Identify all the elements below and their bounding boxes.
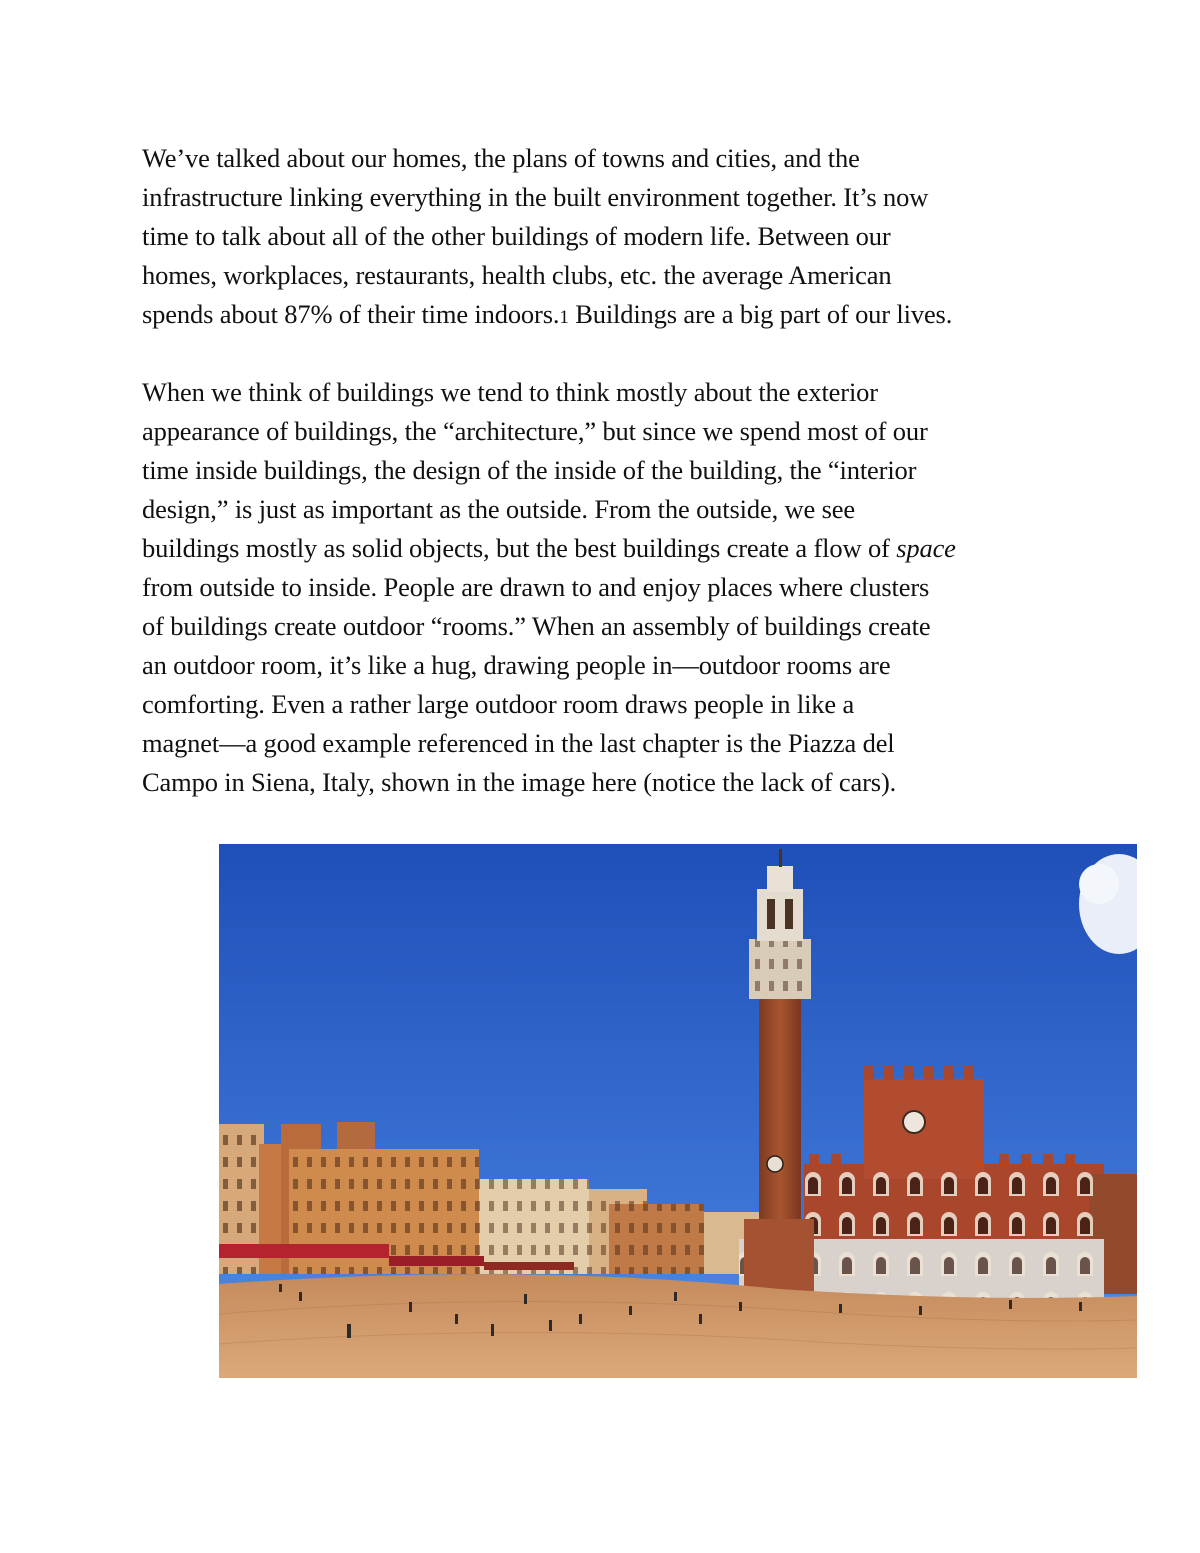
piazza-del-campo-photo (219, 844, 1137, 1378)
emphasized-word: space (896, 533, 956, 563)
text-fragment: Buildings are a big part of our lives. (568, 299, 953, 329)
text-line: We’ve talked about our homes, the plans of towns and cities, and the (142, 143, 860, 173)
text-line: appearance of buildings, the “architecture,” but since we spend most of our (142, 416, 928, 446)
text-line: from outside to inside. People are drawn to and enjoy places where clusters (142, 572, 930, 602)
text-line: homes, workplaces, restaurants, health clubs, etc. the average American (142, 260, 892, 290)
text-line: infrastructure linking everything in the built environment together. It’s now (142, 182, 929, 212)
photo-illustration (219, 844, 1137, 1378)
footnote-marker[interactable]: 1 (559, 307, 569, 328)
paragraph-intro (142, 139, 1072, 337)
text-fragment: buildings mostly as solid objects, but the best buildings create a flow of (142, 533, 897, 563)
text-line: magnet—a good example referenced in the last chapter is the Piazza del (142, 728, 895, 758)
text-line: time inside buildings, the design of the inside of the building, the “interior (142, 455, 917, 485)
text-line: time to talk about all of the other buildings of modern life. Between our (142, 221, 891, 251)
text-line: When we think of buildings we tend to think mostly about the exterior (142, 377, 878, 407)
text-line: design,” is just as important as the outside. From the outside, we see (142, 494, 855, 524)
text-line-with-emphasis (142, 529, 1072, 568)
text-line-with-footnote (142, 295, 1072, 337)
paragraph-outdoor-rooms (142, 373, 1072, 802)
text-line: comforting. Even a rather large outdoor room draws people in like a (142, 689, 855, 719)
text-line: of buildings create outdoor “rooms.” When an assembly of buildings create (142, 611, 931, 641)
text-line: Campo in Siena, Italy, shown in the image here (notice the lack of cars). (142, 767, 897, 797)
text-fragment: spends about 87% of their time indoors. (142, 299, 560, 329)
text-line: an outdoor room, it’s like a hug, drawing people in—outdoor rooms are (142, 650, 891, 680)
